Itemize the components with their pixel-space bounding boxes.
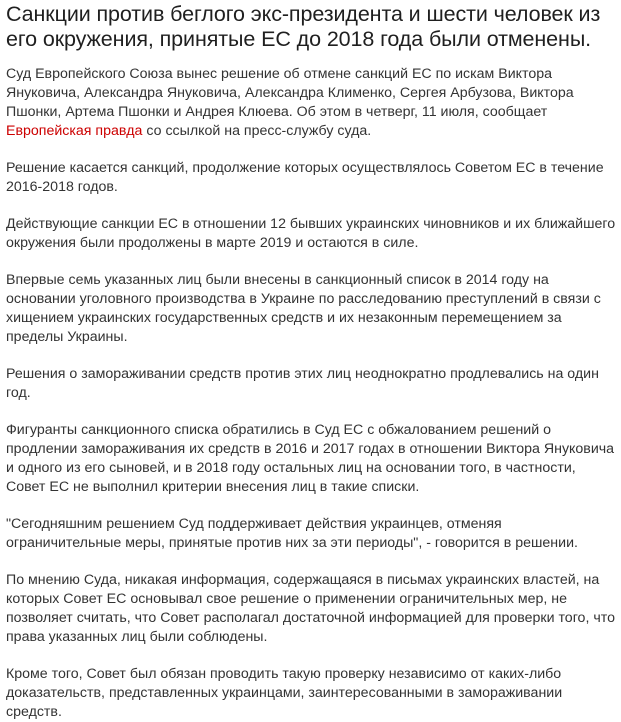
article-headline: Санкции против беглого экс-президента и шести человек из его окружения, принятые ЕС до 2018 года были отменены. [6,2,601,51]
article-paragraph-9: Кроме того, Совет был обязан проводить такую проверку независимо от каких-либо доказательств, представленных украинцами, заинтересованными в замораживании средств. [6,666,563,720]
source-link-evropeyskaya-pravda[interactable]: Европейская правда [6,123,143,139]
article-paragraph-8: По мнению Суда, никакая информация, содержащаяся в письмах украинских властей, на которых Совет ЕС основывал свое решение о применении ограничительных мер, не позволяет считать, что Совет располагал достаточной информацией для проверки того, что права указанных лиц были соблюдены. [6,572,615,645]
article-paragraph-7-quote: "Сегодняшним решением Суд поддерживает действия украинцев, отменяя ограничительные меры, принятые против них за эти периоды", - говорится в решении. [6,516,578,551]
article [6,2,616,722]
article-paragraph-6: Фигуранты санкционного списка обратились в Суд ЕС с обжалованием решений о продлении замораживания их средств в 2016 и 2017 годах в отношении Виктора Януковича и одного из его сыновей, и в 2018 году остальных лиц на основании того, в частности, Совет ЕС не выполнил критерии внесения лиц в такие списки. [6,422,615,495]
paragraph-1-text-start: Суд Европейского Союза вынес решение об отмене санкций ЕС по искам Виктора Януковича, Александра Януковича, Александра Клименко, Сергея Арбузова, Виктора Пшонки, Артема Пшонки и Андрея Клюева. Об этом в четверг, 11 июля, сообщает [6,66,574,120]
article-paragraph-2: Решение касается санкций, продолжение которых осуществлялось Советом ЕС в течение 2016-2018 годов. [6,160,604,195]
article-paragraph-1 [6,65,616,141]
paragraph-1-text-end: со ссылкой на пресс-службу суда. [142,123,372,139]
article-paragraph-4: Впервые семь указанных лиц были внесены в санкционный список в 2014 году на основании уголовного производства в Украине по расследованию преступлений в связи с хищением украинских государственных средств и их незаконным перемещением за пределы Украины. [6,272,601,345]
article-paragraph-3: Действующие санкции ЕС в отношении 12 бывших украинских чиновников и их ближайшего окружения были продолжены в марте 2019 и остаются в силе. [6,216,616,251]
article-paragraph-5: Решения о замораживании средств против этих лиц неоднократно продлевались на один год. [6,366,599,401]
